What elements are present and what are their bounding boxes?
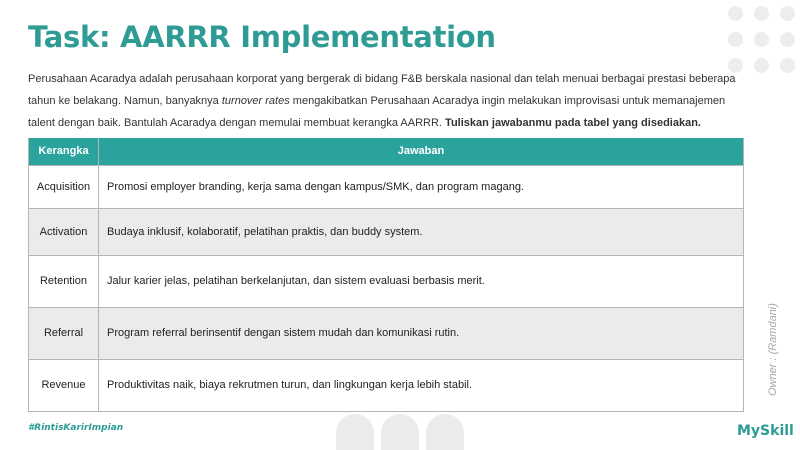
owner-label: Owner : (Ramdani) (767, 303, 779, 396)
cell-jawaban: Promosi employer branding, kerja sama dengan kampus/SMK, dan program magang. (99, 165, 744, 208)
cell-kerangka: Referral (29, 307, 99, 359)
table-row (29, 307, 744, 359)
cell-jawaban: Jalur karier jelas, pelatihan berkelanjutan, dan sistem evaluasi berbasis merit. (99, 255, 744, 307)
decor-dot (754, 32, 769, 47)
cell-jawaban: Produktivitas naik, biaya rekrutmen turun, dan lingkungan kerja lebih stabil. (99, 359, 744, 411)
header-jawaban: Jawaban (99, 138, 744, 165)
table-row (29, 165, 744, 208)
intro-italic-text: turnover rates (221, 95, 290, 107)
myskill-logo: MySkill (737, 423, 794, 439)
slide-title: Task: AARRR Implementation (28, 20, 496, 54)
decor-hump (381, 414, 419, 450)
hashtag-label: #RintisKarirImpian (28, 423, 124, 433)
cell-kerangka: Retention (29, 255, 99, 307)
cell-kerangka: Acquisition (29, 165, 99, 208)
cell-kerangka: Activation (29, 208, 99, 255)
table-row (29, 208, 744, 255)
aarrr-table (28, 138, 744, 412)
header-kerangka: Kerangka (29, 138, 99, 165)
intro-text: Perusahaan Acaradya adalah perusahaan korporat yang bergerak di bidang F&B berskala nasional dan telah menuai berbagai prestasi beberapa tahun ke belakang. Namun, banyaknya (28, 73, 736, 107)
intro-paragraph (28, 68, 750, 134)
decor-dot (728, 32, 743, 47)
decorative-dot-grid (728, 6, 800, 76)
decor-hump (426, 414, 464, 450)
decor-dot (780, 32, 795, 47)
table-row (29, 255, 744, 307)
decor-dot (728, 6, 743, 21)
decor-dot (780, 58, 795, 73)
intro-text: mengakibatkan Perusahaan Acaradya ingin melakukan improvisasi untuk memanajemen talent dengan baik. Bantulah Acaradya dengan memulai membuat kerangka AARRR. (28, 95, 726, 129)
decor-dot (754, 6, 769, 21)
table-header-row (29, 138, 744, 165)
decor-dot (780, 6, 795, 21)
table-row (29, 359, 744, 411)
cell-jawaban: Budaya inklusif, kolaboratif, pelatihan praktis, dan buddy system. (99, 208, 744, 255)
cell-jawaban: Program referral berinsentif dengan sistem mudah dan komunikasi rutin. (99, 307, 744, 359)
decorative-humps (336, 414, 466, 450)
decor-dot (754, 58, 769, 73)
intro-bold-instruction: Tuliskan jawabanmu pada tabel yang disediakan. (445, 117, 701, 129)
cell-kerangka: Revenue (29, 359, 99, 411)
decor-hump (336, 414, 374, 450)
